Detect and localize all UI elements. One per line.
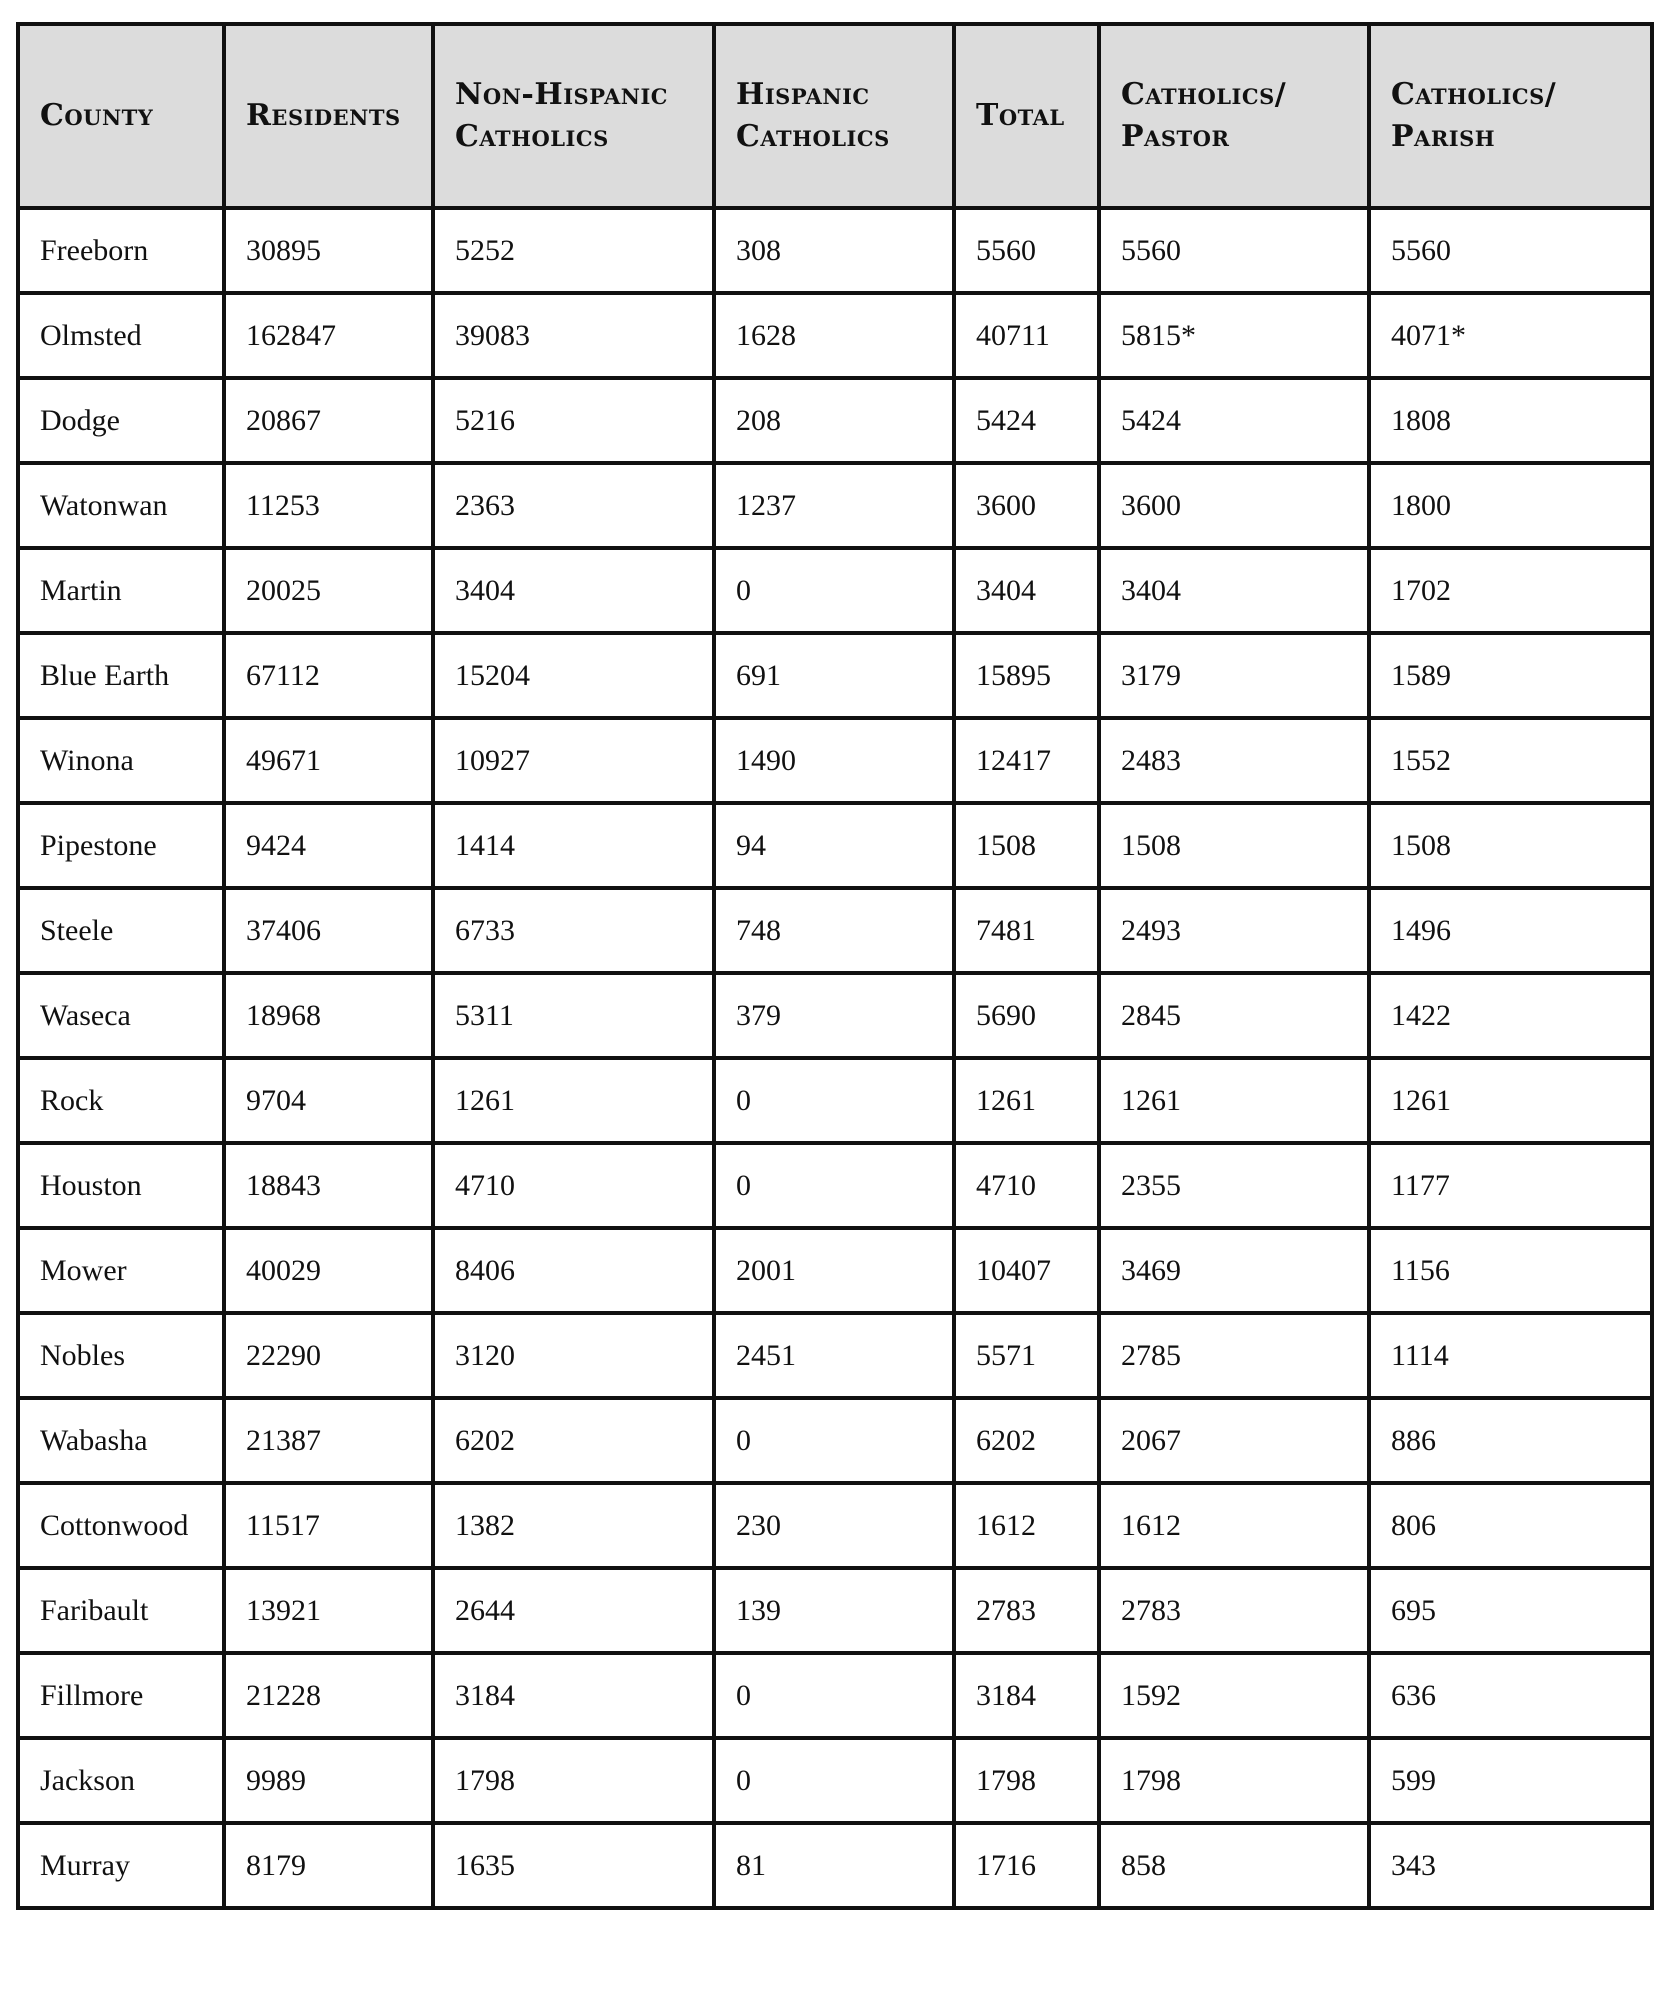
cell-non-hispanic-catholics: 2363 (433, 463, 714, 548)
cell-non-hispanic-catholics: 1635 (433, 1823, 714, 1908)
cell-catholics-per-parish: 1422 (1369, 973, 1652, 1058)
cell-non-hispanic-catholics: 5216 (433, 378, 714, 463)
cell-total: 5560 (954, 208, 1099, 293)
cell-non-hispanic-catholics: 6733 (433, 888, 714, 973)
cell-county: Wabasha (18, 1398, 224, 1483)
cell-residents: 21387 (224, 1398, 433, 1483)
cell-catholics-per-pastor: 5560 (1099, 208, 1369, 293)
cell-residents: 18843 (224, 1143, 433, 1228)
cell-total: 1612 (954, 1483, 1099, 1568)
cell-catholics-per-pastor: 2785 (1099, 1313, 1369, 1398)
header-catholics-per-pastor (1099, 24, 1369, 208)
table-row (18, 1313, 1652, 1398)
cell-residents: 9424 (224, 803, 433, 888)
cell-catholics-per-pastor: 1592 (1099, 1653, 1369, 1738)
cell-total: 15895 (954, 633, 1099, 718)
cell-county: Jackson (18, 1738, 224, 1823)
cell-county: Pipestone (18, 803, 224, 888)
cell-county: Mower (18, 1228, 224, 1313)
table-row (18, 1143, 1652, 1228)
cell-catholics-per-parish: 343 (1369, 1823, 1652, 1908)
header-non-hispanic-catholics-label: Non-Hispanic Catholics (455, 77, 668, 154)
cell-hispanic-catholics: 0 (714, 1398, 954, 1483)
cell-catholics-per-parish: 1177 (1369, 1143, 1652, 1228)
cell-residents: 11517 (224, 1483, 433, 1568)
cell-non-hispanic-catholics: 8406 (433, 1228, 714, 1313)
header-total-label: Total (976, 98, 1065, 133)
cell-total: 5424 (954, 378, 1099, 463)
cell-total: 1508 (954, 803, 1099, 888)
cell-non-hispanic-catholics: 1382 (433, 1483, 714, 1568)
cell-non-hispanic-catholics: 5311 (433, 973, 714, 1058)
cell-non-hispanic-catholics: 1798 (433, 1738, 714, 1823)
cell-county: Watonwan (18, 463, 224, 548)
header-catholics-per-parish (1369, 24, 1652, 208)
cell-hispanic-catholics: 81 (714, 1823, 954, 1908)
cell-county: Dodge (18, 378, 224, 463)
table-row (18, 1058, 1652, 1143)
cell-residents: 22290 (224, 1313, 433, 1398)
cell-hispanic-catholics: 1628 (714, 293, 954, 378)
header-catholics-per-parish-label: Catholics/ Parish (1391, 77, 1557, 154)
table-row (18, 1568, 1652, 1653)
header-hispanic-catholics-label: Hispanic Catholics (736, 77, 890, 154)
table-row (18, 973, 1652, 1058)
cell-catholics-per-parish: 806 (1369, 1483, 1652, 1568)
cell-hispanic-catholics: 2001 (714, 1228, 954, 1313)
table-row (18, 888, 1652, 973)
cell-non-hispanic-catholics: 6202 (433, 1398, 714, 1483)
cell-hispanic-catholics: 230 (714, 1483, 954, 1568)
cell-county: Blue Earth (18, 633, 224, 718)
cell-catholics-per-parish: 1702 (1369, 548, 1652, 633)
header-county-label: County (40, 98, 154, 133)
cell-hispanic-catholics: 0 (714, 548, 954, 633)
cell-county: Rock (18, 1058, 224, 1143)
table-row (18, 1823, 1652, 1908)
cell-county: Steele (18, 888, 224, 973)
cell-catholics-per-pastor: 3404 (1099, 548, 1369, 633)
table-header (18, 24, 1652, 208)
cell-total: 6202 (954, 1398, 1099, 1483)
cell-catholics-per-pastor: 3600 (1099, 463, 1369, 548)
header-residents-label: Residents (246, 98, 401, 133)
cell-county: Cottonwood (18, 1483, 224, 1568)
cell-county: Waseca (18, 973, 224, 1058)
cell-county: Murray (18, 1823, 224, 1908)
cell-catholics-per-parish: 4071* (1369, 293, 1652, 378)
cell-total: 1798 (954, 1738, 1099, 1823)
cell-catholics-per-parish: 1114 (1369, 1313, 1652, 1398)
cell-non-hispanic-catholics: 3404 (433, 548, 714, 633)
cell-catholics-per-pastor: 2483 (1099, 718, 1369, 803)
cell-catholics-per-pastor: 858 (1099, 1823, 1369, 1908)
cell-hispanic-catholics: 2451 (714, 1313, 954, 1398)
table-row (18, 633, 1652, 718)
cell-non-hispanic-catholics: 39083 (433, 293, 714, 378)
header-row (18, 24, 1652, 208)
cell-hispanic-catholics: 379 (714, 973, 954, 1058)
cell-catholics-per-parish: 5560 (1369, 208, 1652, 293)
cell-total: 1716 (954, 1823, 1099, 1908)
cell-county: Olmsted (18, 293, 224, 378)
cell-catholics-per-parish: 599 (1369, 1738, 1652, 1823)
cell-county: Fillmore (18, 1653, 224, 1738)
cell-hispanic-catholics: 748 (714, 888, 954, 973)
cell-residents: 8179 (224, 1823, 433, 1908)
table-row (18, 293, 1652, 378)
cell-hispanic-catholics: 0 (714, 1058, 954, 1143)
cell-hispanic-catholics: 139 (714, 1568, 954, 1653)
cell-hispanic-catholics: 691 (714, 633, 954, 718)
cell-catholics-per-pastor: 1612 (1099, 1483, 1369, 1568)
cell-residents: 20025 (224, 548, 433, 633)
cell-non-hispanic-catholics: 1414 (433, 803, 714, 888)
header-catholics-per-pastor-label: Catholics/ Pastor (1121, 77, 1287, 154)
table-row (18, 1738, 1652, 1823)
table-row (18, 1653, 1652, 1738)
cell-hispanic-catholics: 1237 (714, 463, 954, 548)
cell-catholics-per-parish: 1589 (1369, 633, 1652, 718)
cell-total: 3184 (954, 1653, 1099, 1738)
header-hispanic-catholics (714, 24, 954, 208)
cell-catholics-per-parish: 636 (1369, 1653, 1652, 1738)
cell-catholics-per-parish: 1496 (1369, 888, 1652, 973)
cell-county: Freeborn (18, 208, 224, 293)
cell-residents: 30895 (224, 208, 433, 293)
table-row (18, 1398, 1652, 1483)
cell-total: 2783 (954, 1568, 1099, 1653)
cell-residents: 13921 (224, 1568, 433, 1653)
cell-catholics-per-pastor: 3469 (1099, 1228, 1369, 1313)
cell-catholics-per-pastor: 5424 (1099, 378, 1369, 463)
cell-catholics-per-parish: 1261 (1369, 1058, 1652, 1143)
cell-catholics-per-pastor: 2493 (1099, 888, 1369, 973)
cell-catholics-per-parish: 1156 (1369, 1228, 1652, 1313)
cell-residents: 49671 (224, 718, 433, 803)
county-catholics-table (16, 22, 1654, 1910)
cell-total: 4710 (954, 1143, 1099, 1228)
cell-catholics-per-pastor: 2067 (1099, 1398, 1369, 1483)
cell-non-hispanic-catholics: 2644 (433, 1568, 714, 1653)
table-row (18, 1483, 1652, 1568)
cell-catholics-per-parish: 1508 (1369, 803, 1652, 888)
cell-hispanic-catholics: 1490 (714, 718, 954, 803)
cell-catholics-per-pastor: 1798 (1099, 1738, 1369, 1823)
cell-non-hispanic-catholics: 1261 (433, 1058, 714, 1143)
table-row (18, 803, 1652, 888)
cell-total: 7481 (954, 888, 1099, 973)
header-residents (224, 24, 433, 208)
cell-hispanic-catholics: 0 (714, 1653, 954, 1738)
table-row (18, 1228, 1652, 1313)
cell-catholics-per-pastor: 5815* (1099, 293, 1369, 378)
cell-residents: 37406 (224, 888, 433, 973)
cell-catholics-per-pastor: 2355 (1099, 1143, 1369, 1228)
cell-catholics-per-pastor: 1261 (1099, 1058, 1369, 1143)
cell-residents: 9989 (224, 1738, 433, 1823)
cell-total: 5690 (954, 973, 1099, 1058)
cell-county: Martin (18, 548, 224, 633)
table-row (18, 208, 1652, 293)
cell-residents: 20867 (224, 378, 433, 463)
cell-county: Nobles (18, 1313, 224, 1398)
cell-residents: 18968 (224, 973, 433, 1058)
cell-total: 1261 (954, 1058, 1099, 1143)
table-body (18, 208, 1652, 1908)
cell-non-hispanic-catholics: 3120 (433, 1313, 714, 1398)
cell-residents: 11253 (224, 463, 433, 548)
cell-total: 3404 (954, 548, 1099, 633)
cell-residents: 67112 (224, 633, 433, 718)
table-row (18, 463, 1652, 548)
cell-catholics-per-pastor: 3179 (1099, 633, 1369, 718)
cell-total: 5571 (954, 1313, 1099, 1398)
cell-total: 10407 (954, 1228, 1099, 1313)
cell-hispanic-catholics: 94 (714, 803, 954, 888)
cell-catholics-per-pastor: 2845 (1099, 973, 1369, 1058)
table-row (18, 718, 1652, 803)
header-county (18, 24, 224, 208)
cell-county: Houston (18, 1143, 224, 1228)
cell-non-hispanic-catholics: 3184 (433, 1653, 714, 1738)
cell-county: Faribault (18, 1568, 224, 1653)
cell-hispanic-catholics: 208 (714, 378, 954, 463)
cell-non-hispanic-catholics: 4710 (433, 1143, 714, 1228)
cell-hispanic-catholics: 308 (714, 208, 954, 293)
cell-county: Winona (18, 718, 224, 803)
cell-catholics-per-parish: 886 (1369, 1398, 1652, 1483)
cell-residents: 40029 (224, 1228, 433, 1313)
cell-catholics-per-parish: 1808 (1369, 378, 1652, 463)
cell-catholics-per-pastor: 1508 (1099, 803, 1369, 888)
cell-catholics-per-pastor: 2783 (1099, 1568, 1369, 1653)
table-row (18, 548, 1652, 633)
cell-total: 40711 (954, 293, 1099, 378)
cell-catholics-per-parish: 695 (1369, 1568, 1652, 1653)
header-non-hispanic-catholics (433, 24, 714, 208)
cell-non-hispanic-catholics: 10927 (433, 718, 714, 803)
cell-hispanic-catholics: 0 (714, 1738, 954, 1823)
cell-catholics-per-parish: 1800 (1369, 463, 1652, 548)
cell-total: 3600 (954, 463, 1099, 548)
cell-residents: 21228 (224, 1653, 433, 1738)
cell-residents: 9704 (224, 1058, 433, 1143)
cell-catholics-per-parish: 1552 (1369, 718, 1652, 803)
cell-total: 12417 (954, 718, 1099, 803)
table-row (18, 378, 1652, 463)
cell-non-hispanic-catholics: 5252 (433, 208, 714, 293)
cell-hispanic-catholics: 0 (714, 1143, 954, 1228)
cell-residents: 162847 (224, 293, 433, 378)
header-total (954, 24, 1099, 208)
cell-non-hispanic-catholics: 15204 (433, 633, 714, 718)
